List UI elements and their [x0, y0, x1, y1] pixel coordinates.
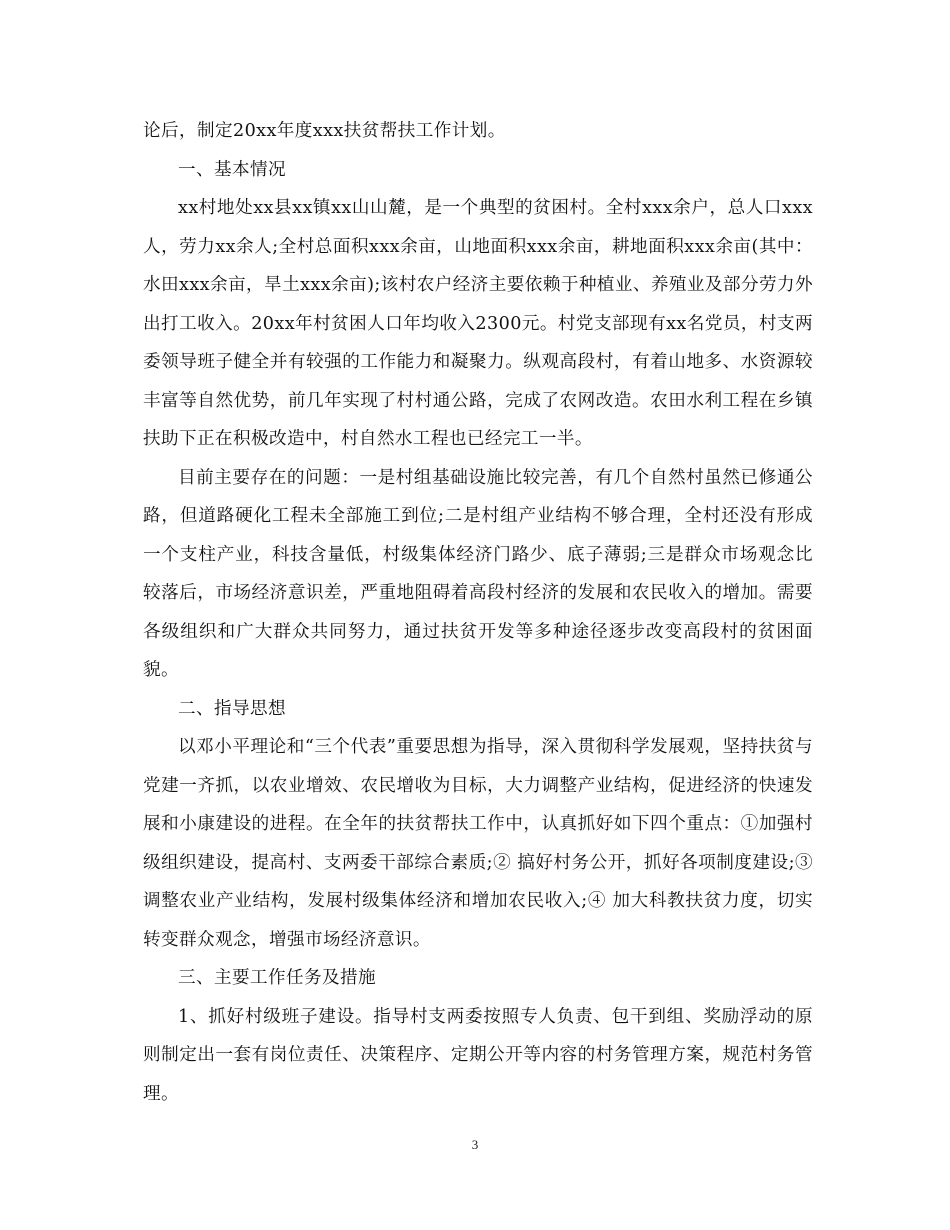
paragraph-basic-situation: xx村地处xx县xx镇xx山山麓，是一个典型的贫困村。全村xxx余户，总人口xxx人，劳力xx余人;全村总面积xxx余亩，山地面积xxx余亩，耕地面积xxx余亩(其中：水田xxx余亩，旱土xxx余亩);该村农户经济主要依赖于种植业、养殖业及部分劳力外出打工收入。20xx年村贫困人口年均收入2300元。村党支部现有xx名党员，村支两委领导班子健全并有较强的工作能力和凝聚力。纵观高段村，有着山地多、水资源较丰富等自然优势，前几年实现了村村通公路，完成了农网改造。农田水利工程在乡镇扶助下正在积极改造中，村自然水工程也已经完工一半。: [143, 198, 813, 449]
paragraph-continuation: 论后，制定20xx年度xxx扶贫帮扶工作计划。: [143, 121, 506, 141]
page-number: 3: [471, 1137, 479, 1152]
paragraph-task-1: 1、抓好村级班子建设。指导村支两委按照专人负责、包干到组、奖励浮动的原则制定出一套有岗位责任、决策程序、定期公开等内容的村务管理方案，规范村务管理。: [143, 1006, 813, 1104]
document-body: [143, 112, 813, 1113]
paragraph-guiding-ideology: 以邓小平理论和“三个代表”重要思想为指导，深入贯彻科学发展观，坚持扶贫与党建一齐抓，以农业增效、农民增收为目标，大力调整产业结构，促进经济的快速发展和小康建设的进程。在全年的扶贫帮扶工作中，认真抓好如下四个重点：①加强村级组织建设，提高村、支两委干部综合素质;② 搞好村务公开，抓好各项制度建设;③ 调整农业产业结构，发展村级集体经济和增加农民收入;④ 加大科教扶贫力度，切实转变群众观念，增强市场经济意识。: [143, 737, 813, 950]
paragraph-main-problems: 目前主要存在的问题：一是村组基础设施比较完善，有几个自然村虽然已修通公路，但道路硬化工程未全部施工到位;二是村组产业结构不够合理，全村还没有形成一个支柱产业，科技含量低，村级集体经济门路少、底子薄弱;三是群众市场观念比较落后，市场经济意识差，严重地阻碍着高段村经济的发展和农民收入的增加。需要各级组织和广大群众共同努力，通过扶贫开发等多种途径逐步改变高段村的贫困面貌。: [143, 467, 813, 680]
section-heading-guiding-ideology: 二、指导思想: [178, 698, 286, 719]
section-heading-main-tasks: 三、主要工作任务及措施: [178, 968, 376, 988]
section-heading-basic-situation: 一、基本情况: [178, 159, 286, 180]
